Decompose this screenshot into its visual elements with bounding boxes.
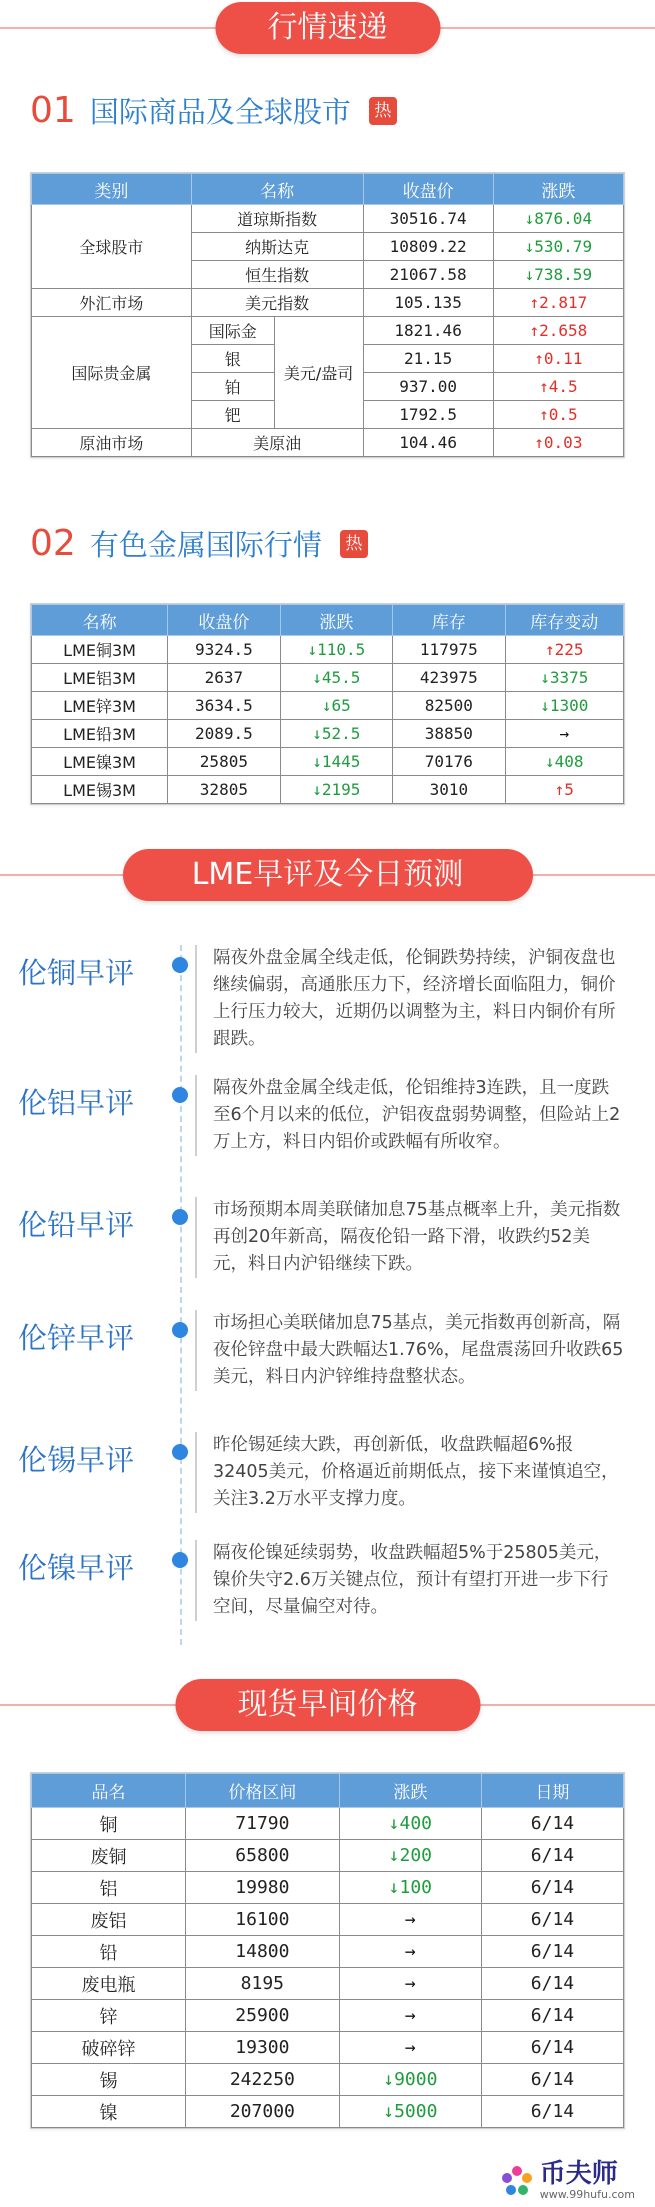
close-cell: 32805 (168, 776, 280, 804)
product-cell: 废铜 (32, 1840, 186, 1872)
review-text: 隔夜外盘金属全线走低，伦铝维持3连跌，且一度跌至6个月以来的低位，沪铝夜盘弱势调整，但险站上2万上方，料日内铝价或跌幅有所收窄。 (195, 1075, 625, 1156)
change-cell: ↓400 (339, 1808, 481, 1840)
close-cell: 21067.58 (363, 261, 493, 289)
change-cell: ↓2195 (280, 776, 392, 804)
timeline-dot (172, 957, 188, 973)
name-cell: 道琼斯指数 (191, 205, 363, 233)
header-close: 收盘价 (168, 605, 280, 636)
close-cell: 21.15 (363, 345, 493, 373)
review-text: 昨伦锡延续大跌，再创新低，收盘跌幅超6%报32405美元，价格逼近前期低点，接下来谨慎追空，关注3.2万水平支撑力度。 (195, 1432, 625, 1513)
change-cell: ↑0.11 (493, 345, 623, 373)
product-cell: 铝 (32, 1872, 186, 1904)
inventory-cell: 423975 (393, 664, 505, 692)
change-cell: ↓1445 (280, 748, 392, 776)
date-cell: 6/14 (481, 1872, 623, 1904)
name-cell: 美原油 (191, 429, 363, 457)
name-cell: 银 (191, 345, 274, 373)
flower-logo-icon (500, 2164, 534, 2198)
price-cell: 242250 (185, 2064, 339, 2096)
change-cell: ↓52.5 (280, 720, 392, 748)
timeline-dot (172, 1209, 188, 1225)
change-cell: ↓876.04 (493, 205, 623, 233)
review-label: 伦铝早评 (18, 1086, 135, 1120)
header-inventory-change: 库存变动 (505, 605, 623, 636)
banner-spot-price: 现货早间价格 (175, 1679, 480, 1731)
change-cell: ↓738.59 (493, 261, 623, 289)
intl-commodity-table (30, 172, 625, 458)
header-change: 涨跌 (493, 174, 623, 205)
date-cell: 6/14 (481, 2096, 623, 2128)
inventory-cell: 82500 (393, 692, 505, 720)
section-01-header (30, 90, 397, 131)
date-cell: 6/14 (481, 2032, 623, 2064)
review-text: 隔夜伦镍延续弱势，收盘跌幅超5%于25805美元，镍价失守2.6万关键点位，预计有望打开进一步下行空间，尽量偏空对待。 (195, 1540, 625, 1621)
lme-table (30, 603, 625, 805)
change-cell: → (339, 2032, 481, 2064)
review-text: 市场担心美联储加息75基点，美元指数再创新高，隔夜伦锌盘中最大跌幅达1.76%，尾盘震荡回升收跌65美元，料日内沪锌维持盘整状态。 (195, 1310, 625, 1391)
table-row (32, 2000, 624, 2032)
category-cell: 全球股市 (32, 205, 192, 289)
header-change: 涨跌 (339, 1774, 481, 1808)
name-cell: 美元指数 (191, 289, 363, 317)
watermark (500, 2160, 635, 2201)
review-label: 伦铜早评 (18, 956, 135, 990)
price-cell: 71790 (185, 1808, 339, 1840)
change-cell: ↓200 (339, 1840, 481, 1872)
table-row (32, 1840, 624, 1872)
timeline-dot (172, 1444, 188, 1460)
section-02-header (30, 523, 368, 564)
change-cell: → (339, 1904, 481, 1936)
change-cell: ↓45.5 (280, 664, 392, 692)
change-cell: ↓110.5 (280, 636, 392, 664)
category-cell: 原油市场 (32, 429, 192, 457)
table-row (32, 1808, 624, 1840)
price-cell: 19300 (185, 2032, 339, 2064)
close-cell: 105.135 (363, 289, 493, 317)
table-row (32, 1904, 624, 1936)
spot-price-table (30, 1772, 625, 2129)
inventory-change-cell: ↑5 (505, 776, 623, 804)
review-text: 隔夜外盘金属全线走低，伦铜跌势持续，沪铜夜盘也继续偏弱，高通胀压力下，经济增长面临阻力，铜价上行压力较大，近期仍以调整为主，料日内铜价有所跟跌。 (195, 945, 625, 1053)
change-cell: → (339, 2000, 481, 2032)
name-cell: LME铜3M (32, 636, 168, 664)
review-label: 伦镍早评 (18, 1551, 135, 1585)
name-cell: LME镍3M (32, 748, 168, 776)
section-title: 有色金属国际行情 (89, 528, 322, 562)
watermark-url: www.99hufu.com (539, 2188, 635, 2201)
name-cell: 纳斯达克 (191, 233, 363, 261)
hot-badge: 热 (340, 530, 368, 558)
price-cell: 16100 (185, 1904, 339, 1936)
table-row (32, 720, 624, 748)
timeline-dot (172, 1087, 188, 1103)
product-cell: 锡 (32, 2064, 186, 2096)
inventory-cell: 38850 (393, 720, 505, 748)
section-title: 国际商品及全球股市 (89, 95, 351, 129)
header-category: 类别 (32, 174, 192, 205)
change-cell: ↑0.5 (493, 401, 623, 429)
table-row (32, 429, 624, 457)
date-cell: 6/14 (481, 2000, 623, 2032)
header-inventory: 库存 (393, 605, 505, 636)
close-cell: 30516.74 (363, 205, 493, 233)
date-cell: 6/14 (481, 2064, 623, 2096)
hot-badge: 热 (369, 97, 397, 125)
banner-market-express: 行情速递 (215, 2, 440, 54)
price-cell: 25900 (185, 2000, 339, 2032)
close-cell: 1792.5 (363, 401, 493, 429)
review-item (0, 1310, 655, 1387)
date-cell: 6/14 (481, 1808, 623, 1840)
change-cell: ↑2.658 (493, 317, 623, 345)
date-cell: 6/14 (481, 1968, 623, 2000)
inventory-cell: 70176 (393, 748, 505, 776)
header-close: 收盘价 (363, 174, 493, 205)
header-name: 名称 (191, 174, 363, 205)
unit-cell: 美元/盎司 (274, 317, 363, 429)
review-item (0, 1075, 655, 1152)
category-cell: 国际贵金属 (32, 317, 192, 429)
close-cell: 3634.5 (168, 692, 280, 720)
table-row (32, 2032, 624, 2064)
date-cell: 6/14 (481, 1840, 623, 1872)
table-row (32, 317, 624, 345)
name-cell: LME锡3M (32, 776, 168, 804)
table-row (32, 2064, 624, 2096)
timeline-dot (172, 1322, 188, 1338)
change-cell: ↑2.817 (493, 289, 623, 317)
close-cell: 9324.5 (168, 636, 280, 664)
banner-lme-review: LME早评及今日预测 (123, 849, 533, 901)
timeline-dot (172, 1552, 188, 1568)
price-cell: 207000 (185, 2096, 339, 2128)
table-row (32, 748, 624, 776)
name-cell: 铂 (191, 373, 274, 401)
header-product: 品名 (32, 1774, 186, 1808)
change-cell: ↑0.03 (493, 429, 623, 457)
header-price-range: 价格区间 (185, 1774, 339, 1808)
table-row (32, 1936, 624, 1968)
inventory-cell: 3010 (393, 776, 505, 804)
close-cell: 1821.46 (363, 317, 493, 345)
inventory-change-cell: ↓3375 (505, 664, 623, 692)
change-cell: ↓530.79 (493, 233, 623, 261)
close-cell: 104.46 (363, 429, 493, 457)
name-cell: 恒生指数 (191, 261, 363, 289)
table-row (32, 1872, 624, 1904)
change-cell: ↓5000 (339, 2096, 481, 2128)
section-number: 02 (30, 523, 76, 564)
header-name: 名称 (32, 605, 168, 636)
change-cell: ↓9000 (339, 2064, 481, 2096)
review-label: 伦锌早评 (18, 1321, 135, 1355)
category-cell: 外汇市场 (32, 289, 192, 317)
product-cell: 镍 (32, 2096, 186, 2128)
table-row (32, 289, 624, 317)
product-cell: 废铝 (32, 1904, 186, 1936)
review-item (0, 945, 655, 1049)
table-row (32, 664, 624, 692)
price-cell: 19980 (185, 1872, 339, 1904)
date-cell: 6/14 (481, 1936, 623, 1968)
product-cell: 废电瓶 (32, 1968, 186, 2000)
header-date: 日期 (481, 1774, 623, 1808)
name-cell: 国际金 (191, 317, 274, 345)
close-cell: 937.00 (363, 373, 493, 401)
inventory-change-cell: ↓1300 (505, 692, 623, 720)
review-item (0, 1432, 655, 1509)
watermark-brand: 币夫师 (539, 2159, 618, 2189)
price-cell: 14800 (185, 1936, 339, 1968)
review-label: 伦锡早评 (18, 1443, 135, 1477)
review-text: 市场预期本周美联储加息75基点概率上升，美元指数再创20年新高，隔夜伦铅一路下滑，收跌约52美元，料日内沪铅继续下跌。 (195, 1197, 625, 1278)
product-cell: 铜 (32, 1808, 186, 1840)
change-cell: ↑4.5 (493, 373, 623, 401)
name-cell: LME铝3M (32, 664, 168, 692)
product-cell: 破碎锌 (32, 2032, 186, 2064)
inventory-change-cell: → (505, 720, 623, 748)
name-cell: LME铅3M (32, 720, 168, 748)
change-cell: ↓100 (339, 1872, 481, 1904)
name-cell: 钯 (191, 401, 274, 429)
table-row (32, 2096, 624, 2128)
price-cell: 8195 (185, 1968, 339, 2000)
close-cell: 2637 (168, 664, 280, 692)
product-cell: 锌 (32, 2000, 186, 2032)
review-item (0, 1540, 655, 1617)
table-row (32, 1968, 624, 2000)
table-row (32, 692, 624, 720)
change-cell: ↓65 (280, 692, 392, 720)
inventory-change-cell: ↓408 (505, 748, 623, 776)
section-number: 01 (30, 90, 76, 131)
inventory-cell: 117975 (393, 636, 505, 664)
inventory-change-cell: ↑225 (505, 636, 623, 664)
change-cell: → (339, 1968, 481, 2000)
close-cell: 2089.5 (168, 720, 280, 748)
name-cell: LME锌3M (32, 692, 168, 720)
header-change: 涨跌 (280, 605, 392, 636)
date-cell: 6/14 (481, 1904, 623, 1936)
product-cell: 铅 (32, 1936, 186, 1968)
review-item (0, 1197, 655, 1274)
table-row (32, 776, 624, 804)
price-cell: 65800 (185, 1840, 339, 1872)
table-row (32, 636, 624, 664)
close-cell: 25805 (168, 748, 280, 776)
close-cell: 10809.22 (363, 233, 493, 261)
table-row (32, 205, 624, 233)
change-cell: → (339, 1936, 481, 1968)
review-label: 伦铅早评 (18, 1208, 135, 1242)
